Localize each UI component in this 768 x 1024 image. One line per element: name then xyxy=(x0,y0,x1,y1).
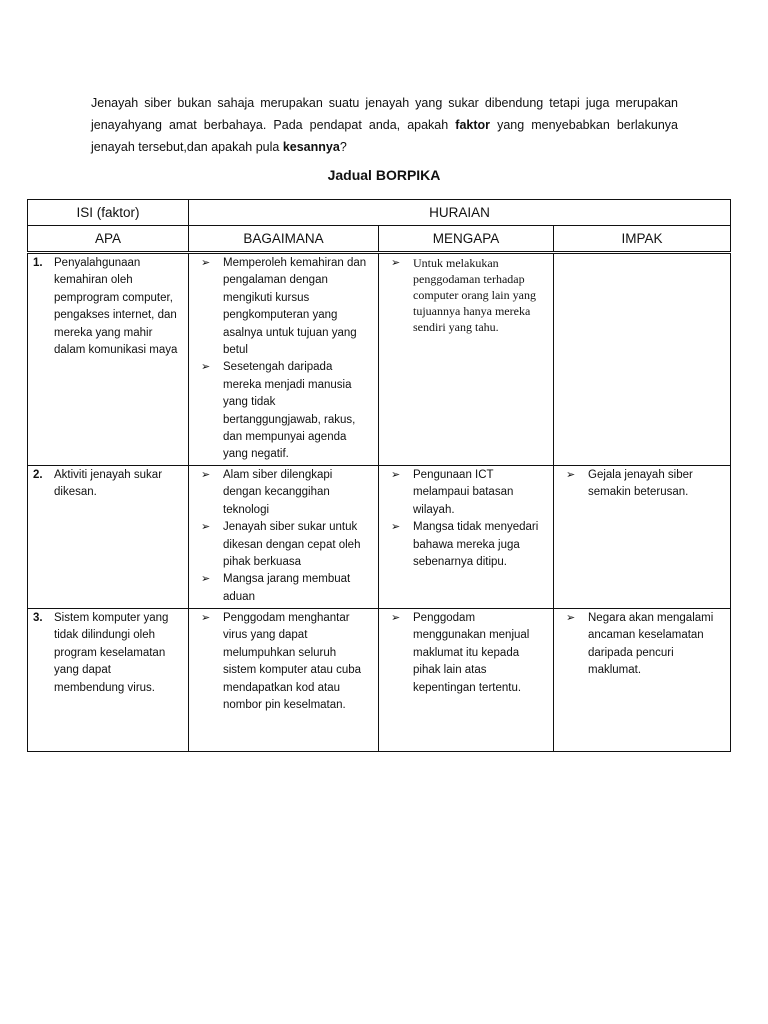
list-item xyxy=(201,359,372,463)
cell-mengapa xyxy=(379,253,554,466)
intro-text-3: ? xyxy=(339,140,347,154)
table-row xyxy=(28,253,731,466)
table-row xyxy=(28,609,731,752)
arrow-bullet-icon: ➢ xyxy=(566,612,576,624)
intro-bold-kesannya: kesannya xyxy=(282,140,340,154)
arrow-bullet-icon: ➢ xyxy=(201,573,211,586)
intro-paragraph xyxy=(91,92,678,158)
cell-mengapa xyxy=(379,609,554,752)
bullet-text: Penggodam menggunakan menjual maklumat itu kepada pihak lain atas kepentingan tertentu. xyxy=(413,612,530,694)
row-number: 2. xyxy=(33,469,43,481)
bullet-text: Memperoleh kemahiran dan pengalaman dengan mengikuti kursus pengkomputeran yang asalnya untuk tujuan yang betul xyxy=(223,257,367,357)
arrow-bullet-icon: ➢ xyxy=(201,521,211,534)
list-item xyxy=(391,610,547,697)
bullet-text: Gejala jenayah siber semakin beterusan. xyxy=(588,469,693,499)
bullet-text: Negara akan mengalami ancaman keselamatan daripada pencuri maklumat. xyxy=(588,612,714,677)
intro-bold-faktor: faktor xyxy=(455,118,491,132)
arrow-bullet-icon: ➢ xyxy=(201,257,211,269)
cell-apa xyxy=(28,253,189,466)
table-title: Jadual BORPIKA xyxy=(327,167,441,183)
header-impak: IMPAK xyxy=(554,226,731,253)
bullet-text: Mangsa jarang membuat aduan xyxy=(223,573,351,603)
bullet-text: Penggodam menghantar virus yang dapat melumpuhkan seluruh sistem komputer atau cuba mendapatkan kod atau nombor pin keselmatan. xyxy=(223,612,362,712)
list-item xyxy=(201,571,372,606)
bullet-text: Jenayah siber sukar untuk dikesan dengan cepat oleh pihak berkuasa xyxy=(223,521,361,569)
bullet-text: Sesetengah daripada mereka menjadi manusia yang tidak bertanggungjawab, rakus, dan mempunyai agenda yang negatif. xyxy=(223,361,356,461)
header-row-2 xyxy=(28,226,731,253)
cell-mengapa xyxy=(379,466,554,609)
header-row-1 xyxy=(28,200,731,226)
bullet-text: Alam siber dilengkapi dengan kecanggihan teknologi xyxy=(223,469,333,516)
cell-impak xyxy=(554,609,731,752)
table-row xyxy=(28,466,731,609)
borpika-table xyxy=(27,199,731,752)
intro-text-2: yang menyebabkan berlakunya jenayah tersebut,dan apakah pula xyxy=(91,118,678,154)
list-item xyxy=(566,610,724,680)
apa-text: Sistem komputer yang tidak dilindungi oleh program keselamatan yang dapat membendung virus. xyxy=(54,612,169,694)
list-item xyxy=(201,255,372,359)
apa-text: Aktiviti jenayah sukar dikesan. xyxy=(54,469,163,499)
arrow-bullet-icon: ➢ xyxy=(201,469,211,481)
bullet-text: Untuk melakukan penggodaman terhadap computer orang lain yang tujuannya hanya mereka sendiri yang tahu. xyxy=(413,256,536,334)
list-item xyxy=(201,610,372,714)
list-item xyxy=(566,467,724,502)
arrow-bullet-icon: ➢ xyxy=(566,469,576,481)
list-item xyxy=(391,519,547,571)
header-huraian: HURAIAN xyxy=(189,200,731,226)
list-item xyxy=(391,255,547,335)
apa-text: Penyalahgunaan kemahiran oleh pemprogram computer, pengakses internet, dan mereka yang mahir dalam komunikasi maya xyxy=(54,257,178,357)
arrow-bullet-icon: ➢ xyxy=(391,612,401,624)
arrow-bullet-icon: ➢ xyxy=(391,257,401,269)
list-item xyxy=(201,467,372,519)
arrow-bullet-icon: ➢ xyxy=(391,521,401,534)
header-mengapa: MENGAPA xyxy=(379,226,554,253)
row-number: 1. xyxy=(33,257,43,269)
intro-text-1: Jenayah siber bukan sahaja merupakan suatu jenayah yang sukar dibendung tetapi juga merupakan jenayahyang amat berbahaya. Pada pendapat anda, apakah xyxy=(91,96,678,132)
cell-apa xyxy=(28,609,189,752)
arrow-bullet-icon: ➢ xyxy=(201,612,211,624)
cell-bagaimana xyxy=(189,609,379,752)
arrow-bullet-icon: ➢ xyxy=(391,469,401,481)
arrow-bullet-icon: ➢ xyxy=(201,361,211,374)
cell-bagaimana xyxy=(189,253,379,466)
list-item xyxy=(201,519,372,571)
cell-impak xyxy=(554,253,731,466)
header-isi: ISI (faktor) xyxy=(28,200,189,226)
bullet-text: Pengunaan ICT melampaui batasan wilayah. xyxy=(413,469,514,516)
row-number: 3. xyxy=(33,612,43,624)
cell-bagaimana xyxy=(189,466,379,609)
header-bagaimana: BAGAIMANA xyxy=(189,226,379,253)
list-item xyxy=(391,467,547,519)
cell-apa xyxy=(28,466,189,609)
header-apa: APA xyxy=(28,226,189,253)
cell-impak xyxy=(554,466,731,609)
bullet-text: Mangsa tidak menyedari bahawa mereka juga sebenarnya ditipu. xyxy=(413,521,539,569)
